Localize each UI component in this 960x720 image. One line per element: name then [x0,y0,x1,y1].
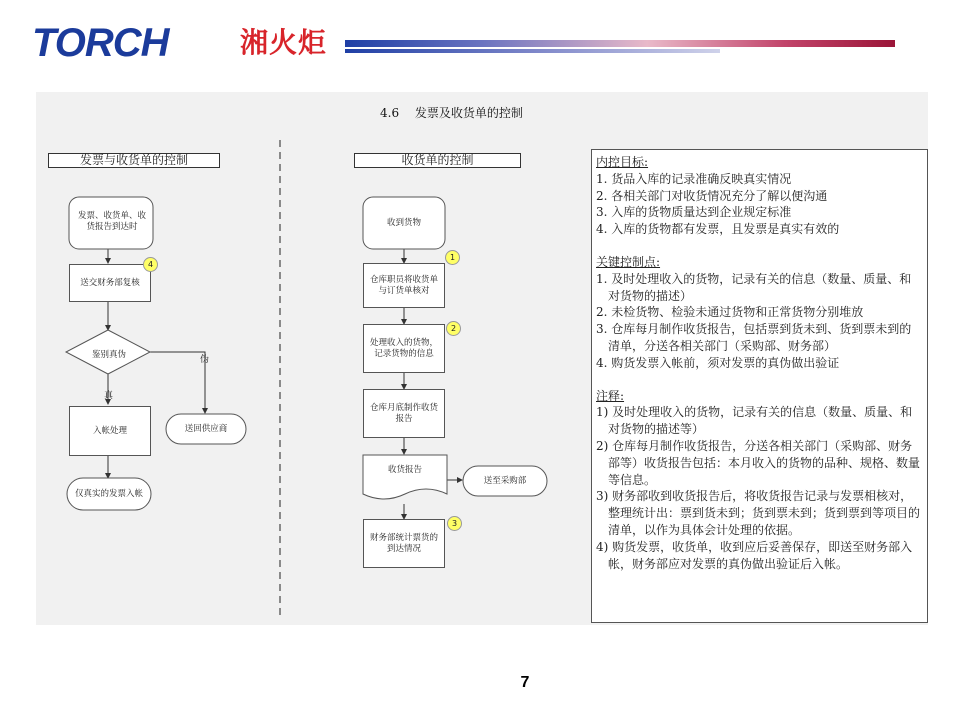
page-number: 7 [520,674,530,691]
true-branch-label: 真 [104,391,114,401]
control-badge-2: 2 [446,321,461,336]
goal-item: 1. 货品入库的记录准确反映真实情况 [596,171,792,186]
control-badge-4: 4 [143,257,158,272]
report-document-text: 收货报告 [387,465,422,475]
right-column-header: 收货单的控制 [354,153,521,168]
key-controls-title: 关键控制点: [596,254,661,269]
note-item: 2) 仓库每月制作收货报告，分送各相关部门（采购部、财务部等）收货报告包括：本月收入的货物的品种、规格、数量等信息。 [596,438,921,487]
note-item: 4) 购货发票，收货单，收到应后妥善保存，即送至财务部入帐，财务部应对发票的真伪做出验证后入帐。 [596,539,913,571]
diagram-title: 4.6 发票及收货单的控制 [380,106,523,120]
send-finance-box: 送交财务部复核 [69,264,151,302]
arrow-decision-to-return [150,352,205,413]
control-badge-1: 1 [445,250,460,265]
key-control-item: 4. 购货发票入帐前，须对发票的真伪做出验证 [596,355,840,370]
record-goods-box: 处理收入的货物，记录货物的信息 [363,324,445,373]
left-column-header: 发票与收货单的控制 [48,153,220,168]
key-control-item: 1. 及时处理收入的货物，记录有关的信息（数量、质量、和对货物的描述） [596,271,912,303]
send-purchase-text: 送至采购部 [483,475,527,486]
decision-text: 鉴别真伪 [91,349,126,360]
left-start-text: 发票、收货单、收货报告到达时 [77,211,146,232]
left-end-text: 仅真实的发票入帐 [74,488,143,499]
right-start-text: 收到货物 [386,217,421,228]
false-branch-label: 伪 [200,355,210,365]
post-entry-box: 入帐处理 [69,406,151,456]
monthly-report-box: 仓库月底制作收货报告 [363,389,445,438]
goal-item: 3. 入库的货物质量达到企业规定标准 [596,205,792,220]
key-control-item: 2. 未检货物、检验未通过货物和正常货物分别堆放 [596,305,864,320]
return-supplier-text: 送回供应商 [184,423,228,434]
notes-title: 注释: [596,388,625,403]
key-control-item: 3. 仓库每月制作收货报告，包括票到货未到、货到票未到的清单，分送各相关部门（采购部、财务部） [596,322,912,353]
note-item: 3) 财务部收到收货报告后，将收货报告记录与发票相核对，整理统计出：票到货未到；货到票未到；货到票到等项目的清单，以作为具体会计处理的依据。 [596,489,921,537]
check-order-box: 仓库职员将收货单与订货单核对 [363,263,445,308]
goals-title: 内控目标: [596,155,649,169]
logo-chinese-name: 湘火炬 [240,26,328,59]
goal-item: 4. 入库的货物都有发票，且发票是真实有效的 [596,222,840,237]
control-notes-panel [591,149,928,623]
logo-wordmark: TORCH [32,21,169,65]
torch-logo [32,20,342,66]
finance-stats-box: 财务部统计票货的到达情况 [363,519,445,568]
header-gradient-bar [345,40,895,47]
control-badge-3: 3 [447,516,462,531]
header-accent-bar [345,49,720,53]
goal-item: 2. 各相关部门对收货情况充分了解以便沟通 [596,188,828,203]
note-item: 1) 及时处理收入的货物，记录有关的信息（数量、质量、和对货物的描述等） [596,405,913,437]
